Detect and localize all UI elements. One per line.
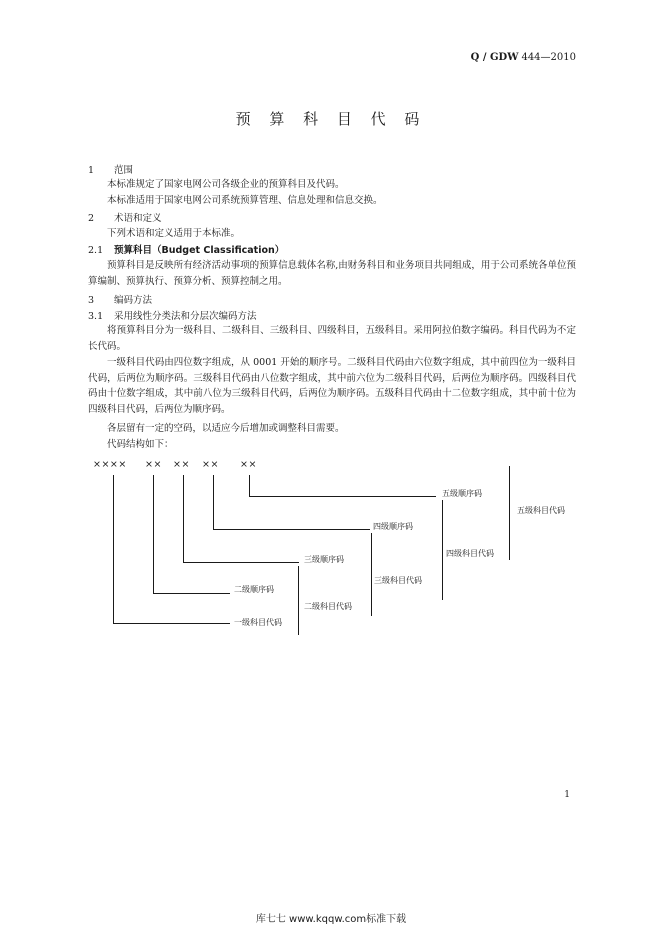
- section-3-1-line-4: 代码结构如下：: [107, 439, 174, 450]
- label-second-code: 二级科目代码: [304, 602, 352, 611]
- section-2-1-paragraph: 预算科目是反映所有经济活动事项的预算信息载体名称,由财务科目和业务项目共同组成，用于公司系统各单位预算编制、预算执行、预算分析、预算控制之用。: [88, 260, 576, 287]
- bracket-line: [442, 500, 443, 600]
- label-third-code: 三级科目代码: [374, 576, 422, 585]
- code-segment-4: ××: [202, 459, 219, 470]
- section-number: 2: [88, 213, 95, 224]
- connector-line: [213, 475, 214, 530]
- connector-line: [183, 475, 184, 563]
- page-number: 1: [564, 790, 570, 800]
- section-number: 3: [88, 295, 95, 306]
- connector-line: [153, 593, 230, 594]
- code-segment-5: ××: [240, 459, 257, 470]
- connector-line: [213, 529, 370, 530]
- section-1-line-1: 本标准规定了国家电网公司各级企业的预算科目及代码。: [107, 179, 345, 190]
- section-title: 术语和定义: [114, 213, 162, 224]
- section-title: 预算科目（Budget Classification）: [114, 245, 285, 256]
- label-fourth-seq: 四级顺序码: [373, 522, 413, 531]
- section-title: 范围: [114, 165, 134, 176]
- section-3-1-paragraph-1: 将预算科目分为一级科目、二级科目、三级科目、四级科目，五级科目。采用阿拉伯数字编码。科目代码为不定长代码。: [88, 325, 576, 352]
- section-number: 2.1: [88, 245, 104, 256]
- section-3-1-line-3: 各层留有一定的空码，以适应今后增加或调整科目需要。: [107, 423, 345, 434]
- code-segment-3: ××: [173, 459, 190, 470]
- standard-number: 444—2010: [521, 52, 576, 63]
- connector-line: [153, 475, 154, 594]
- section-2-line-1: 下列术语和定义适用于本标准。: [107, 228, 241, 239]
- bracket-line: [298, 566, 299, 635]
- connector-line: [183, 562, 299, 563]
- label-fifth-code: 五级科目代码: [517, 506, 565, 515]
- code-segment-2: ××: [145, 459, 162, 470]
- section-number: 1: [88, 165, 95, 176]
- section-3-heading: [88, 292, 152, 306]
- code-segment-1: ××××: [93, 459, 127, 470]
- section-title: 编码方法: [114, 295, 153, 306]
- section-2-heading: [88, 210, 162, 224]
- label-third-seq: 三级顺序码: [304, 555, 344, 564]
- connector-line: [113, 623, 230, 624]
- connector-line: [113, 475, 114, 624]
- label-second-seq: 二级顺序码: [234, 585, 274, 594]
- section-3-1-heading: [88, 308, 257, 322]
- page-title: 预 算 科 目 代 码: [235, 110, 427, 128]
- section-2-1-heading: [88, 242, 284, 256]
- connector-line: [249, 475, 250, 497]
- section-1-heading: [88, 162, 133, 176]
- section-1-line-2: 本标准适用于国家电网公司系统预算管理、信息处理和信息交换。: [107, 195, 383, 206]
- label-first-code: 一级科目代码: [234, 618, 282, 627]
- standard-code: Q / GDW: [470, 52, 519, 63]
- standard-id: [471, 52, 576, 63]
- section-3-1-paragraph-2: 一级科目代码由四位数字组成，从 0001 开始的顺序号。二级科目代码由六位数字组成，其中前四位为一级科目代码，后两位为顺序码。三级科目代码由八位数字组成，其中前六位为二级科目代码，后两位为顺序码。四级科目代码由十位数字组成，其中前八位为三级科目代码，后两位为顺序码。五级科目代码由十二位数字组成，其中前十位为四级科目代码，后两位为顺序码。: [88, 357, 576, 415]
- label-fifth-seq: 五级顺序码: [442, 489, 482, 498]
- footer-link[interactable]: 库七七 www.kqqw.com标准下载: [255, 914, 407, 925]
- section-number: 3.1: [88, 311, 104, 322]
- connector-line: [249, 496, 436, 497]
- bracket-line: [509, 466, 510, 560]
- section-title: 采用线性分类法和分层次编码方法: [114, 311, 257, 322]
- bracket-line: [371, 533, 372, 616]
- label-fourth-code: 四级科目代码: [446, 549, 494, 558]
